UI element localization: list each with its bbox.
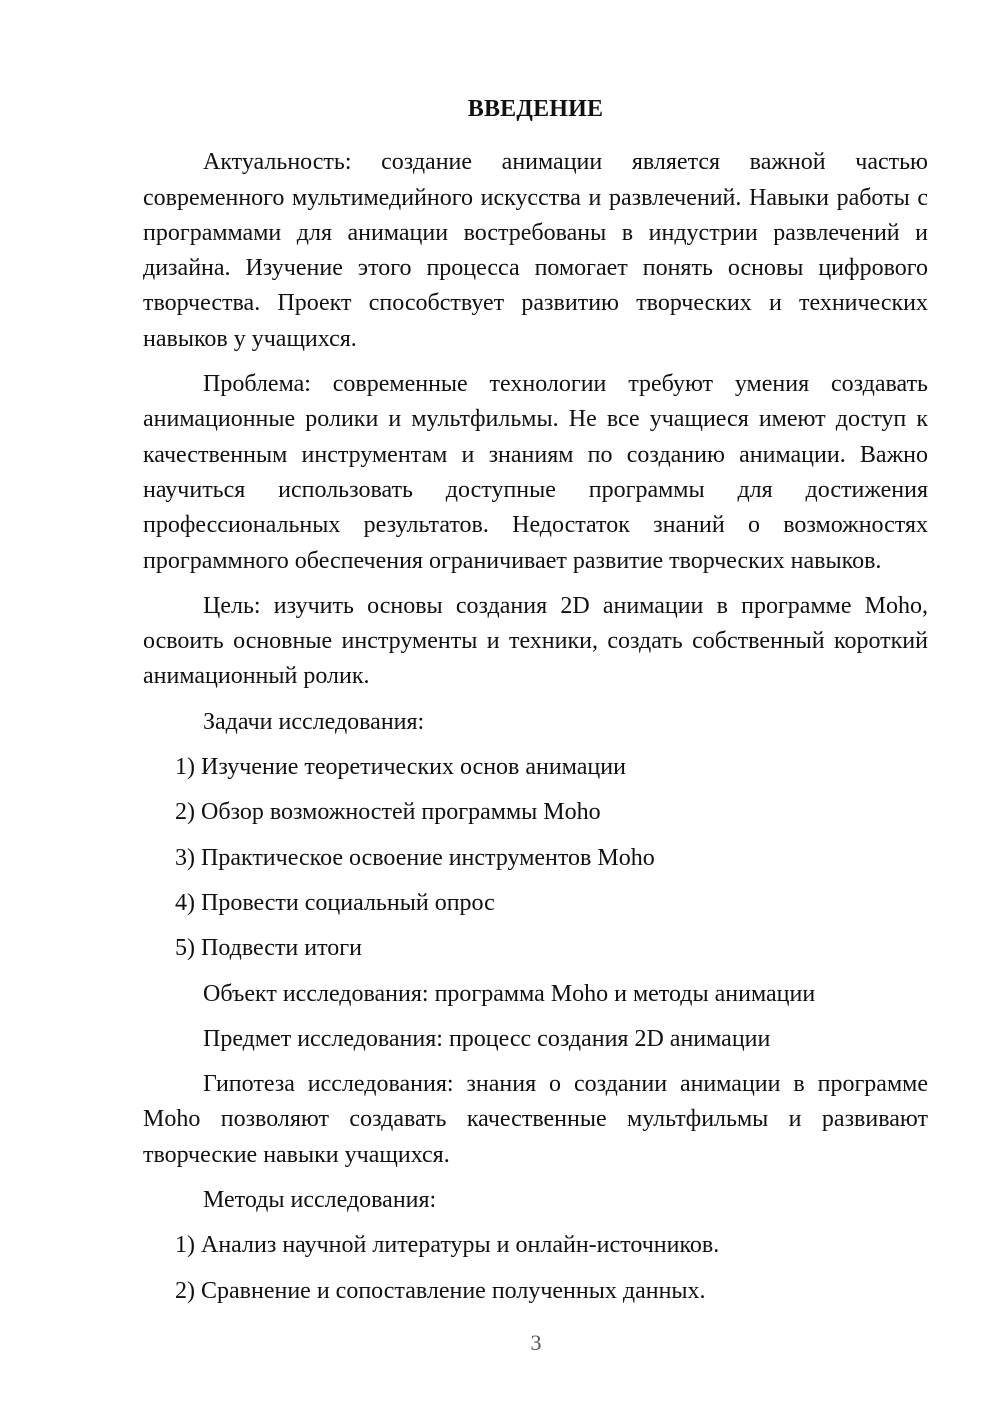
paragraph-relevance: Актуальность: создание анимации является важной частью современного мультимедийного искусства и развлечений. Навыки работы с программами для анимации востребованы в индустрии развлечений и дизайна. Изучение этого процесса помогает понять основы цифрового творчества. Проект способствует развитию творческих и технических навыков у учащихся.: [143, 149, 928, 352]
page-content: [143, 92, 928, 1319]
paragraph-problem: Проблема: современные технологии требуют умения создавать анимационные ролики и мультфильмы. Не все учащиеся имеют доступ к качественным инструментам и знаниям по созданию анимации. Важно научиться использовать доступные программы для достижения профессиональных результатов. Недостаток знаний о возможностях программного обеспечения ограничивает развитие творческих навыков.: [143, 371, 928, 574]
paragraph-object: Объект исследования: программа Moho и методы анимации: [203, 980, 816, 1007]
task-item: 4) Провести социальный опрос: [175, 889, 495, 916]
method-item: 1) Анализ научной литературы и онлайн-источников.: [175, 1232, 720, 1259]
paragraph-goal: Цель: изучить основы создания 2D анимации в программе Moho, освоить основные инструменты и техники, создать собственный короткий анимационный ролик.: [143, 592, 928, 690]
methods-heading: Методы исследования:: [203, 1187, 437, 1214]
section-title: ВВЕДЕНИЕ: [467, 96, 604, 122]
task-item: 3) Практическое освоение инструментов Moho: [175, 844, 655, 871]
paragraph-hypothesis: Гипотеза исследования: знания о создании анимации в программе Moho позволяют создавать качественные мультфильмы и развивают творческие навыки учащихся.: [143, 1071, 928, 1168]
page-number: 3: [530, 1330, 542, 1355]
task-item: 1) Изучение теоретических основ анимации: [175, 754, 626, 781]
task-item: 2) Обзор возможностей программы Moho: [175, 799, 601, 826]
method-item: 2) Сравнение и сопоставление полученных данных.: [175, 1277, 706, 1304]
paragraph-subject: Предмет исследования: процесс создания 2D анимации: [203, 1025, 771, 1052]
tasks-heading: Задачи исследования:: [203, 708, 425, 735]
task-item: 5) Подвести итоги: [175, 935, 362, 962]
